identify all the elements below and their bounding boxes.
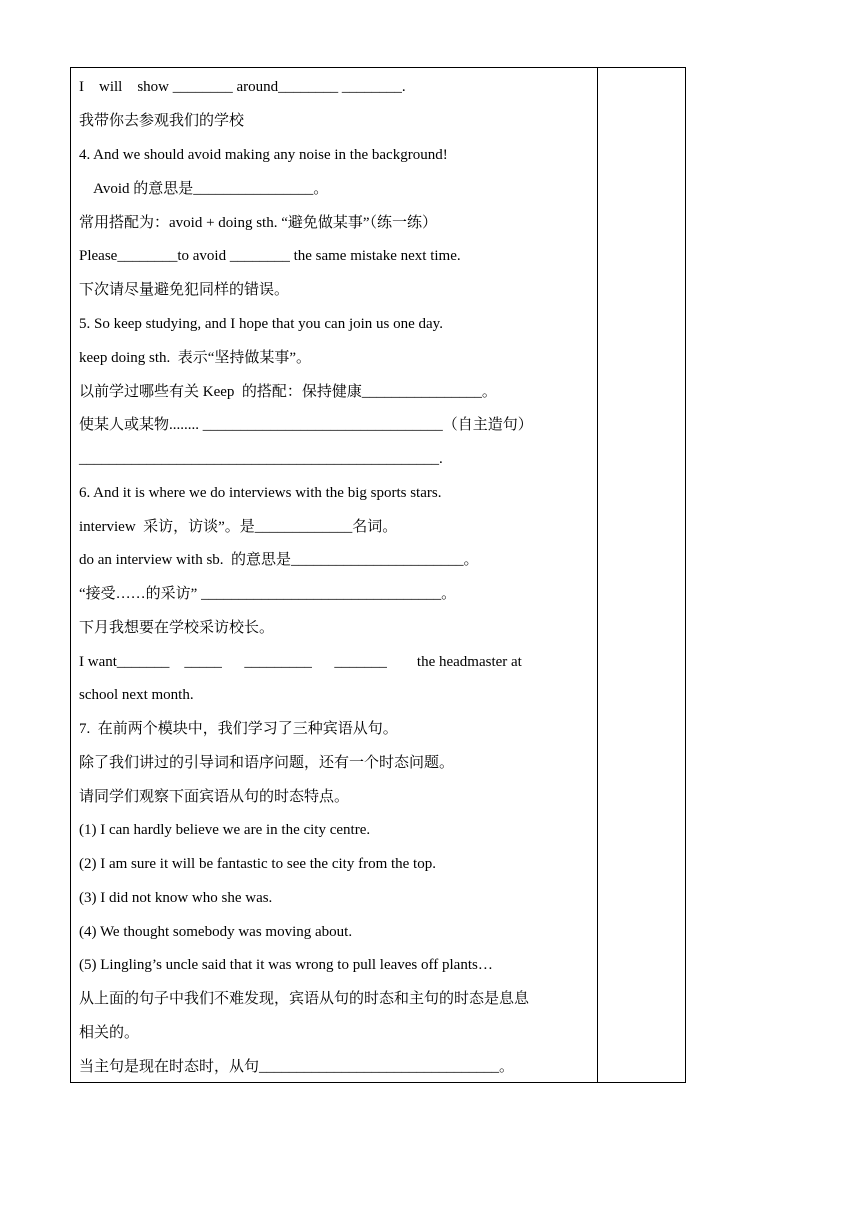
text-line: 常用搭配为：avoid + doing sth. “避免做某事”（练一练） [79,215,438,231]
text-line: 我带你去参观我们的学校 [79,113,245,129]
text-line: school next month. [79,687,194,703]
text-line: 6. And it is where we do interviews with the big sports stars. [79,485,442,501]
text-line: 下次请尽量避免犯同样的错误。 [79,282,290,298]
text-line: (3) I did not know who she was. [79,890,273,906]
text-line: Avoid 的意思是________________。 [79,181,329,197]
text-line: 5. So keep studying, and I hope that you can join us one day. [79,316,443,332]
text-line: 7. 在前两个模块中，我们学习了三种宾语从句。 [79,721,398,737]
worksheet-table [70,67,686,1083]
text-line: 相关的。 [79,1025,140,1041]
text-line: (2) I am sure it will be fantastic to see the city from the top. [79,856,436,872]
text-line: do an interview with sb. 的意思是_______________________。 [79,552,479,568]
text-line: 从上面的句子中我们不难发现，宾语从句的时态和主句的时态是息息 [79,991,530,1007]
text-line: I will show ________ around________ ________. [79,79,406,95]
text-line: 除了我们讲过的引导词和语序问题，还有一个时态问题。 [79,755,455,771]
text-line: “接受……的采访” ________________________________。 [79,586,457,602]
text-line: 4. And we should avoid making any noise in the background! [79,147,448,163]
text-line: (4) We thought somebody was moving about. [79,924,353,940]
text-line: 使某人或某物........ ________________________________（自主造句） [79,417,533,433]
text-line: interview 采访，访谈”。是_____________名词。 [79,519,398,535]
text-line: I want_______ _____ _________ _______ the headmaster at [79,654,522,670]
text-line: Please________to avoid ________ the same mistake next time. [79,248,461,264]
text-line: 当主句是现在时态时，从句________________________________。 [79,1059,515,1075]
text-line: 以前学过哪些有关 Keep 的搭配：保持健康________________。 [79,384,497,400]
text-line: 请同学们观察下面宾语从句的时态特点。 [79,789,350,805]
text-line: keep doing sth. 表示“坚持做某事”。 [79,350,312,366]
text-line: ________________________________________________. [79,451,443,467]
column-divider [597,68,598,1082]
text-line: 下月我想要在学校采访校长。 [79,620,275,636]
text-line: (5) Lingling’s uncle said that it was wrong to pull leaves off plants… [79,957,493,973]
text-line: (1) I can hardly believe we are in the city centre. [79,822,371,838]
